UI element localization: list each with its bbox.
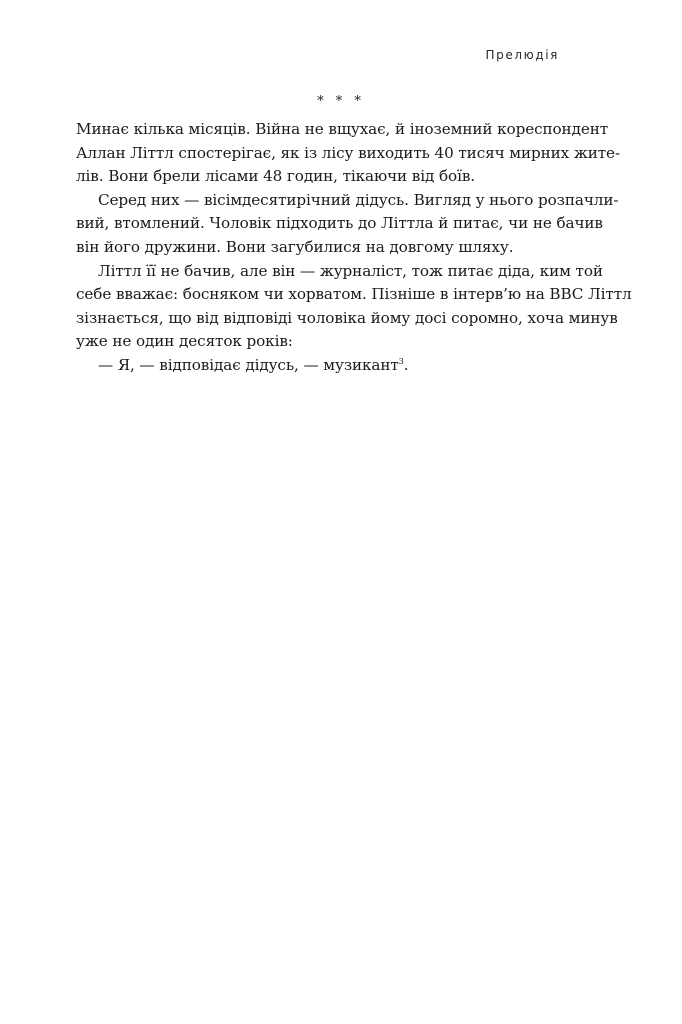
text-line: себе вважає: босняком чи хорватом. Пізніше в інтерв’ю на BBC Літтл: [76, 285, 632, 304]
footnote-reference: 3: [398, 356, 404, 366]
text-line: уже не один десяток років:: [76, 332, 293, 351]
text-line: він його дружини. Вони загубилися на довгому шляху.: [76, 237, 514, 256]
text-line: Літтл її не бачив, але він — журналіст, тож питає діда, ким той: [98, 261, 603, 280]
text-line: лів. Вони брели лісами 48 годин, тікаючи від боїв.: [76, 167, 476, 186]
running-header: Прелюдія: [485, 48, 559, 62]
final-punctuation: .: [403, 355, 409, 374]
dialogue-line: [76, 354, 588, 378]
text-line: вий, втомлений. Чоловік підходить до Літтла й питає, чи не бачив: [76, 214, 603, 233]
text-line: Серед них — вісімдесятирічний дідусь. Вигляд у нього розпачли-: [98, 190, 619, 209]
text-line: Минає кілька місяців. Війна не вщухає, й іноземний кореспондент: [76, 120, 609, 138]
text-line: зізнається, що від відповіді чоловіка йому досі соромно, хоча минув: [76, 308, 618, 327]
dialogue-text: — Я, — відповідає дідусь, — музикант: [98, 355, 399, 374]
body-text: [76, 118, 632, 378]
text-line: Аллан Літтл спостерігає, як із лісу виходить 40 тисяч мирних жите-: [76, 143, 620, 162]
section-break: * * *: [317, 94, 365, 109]
